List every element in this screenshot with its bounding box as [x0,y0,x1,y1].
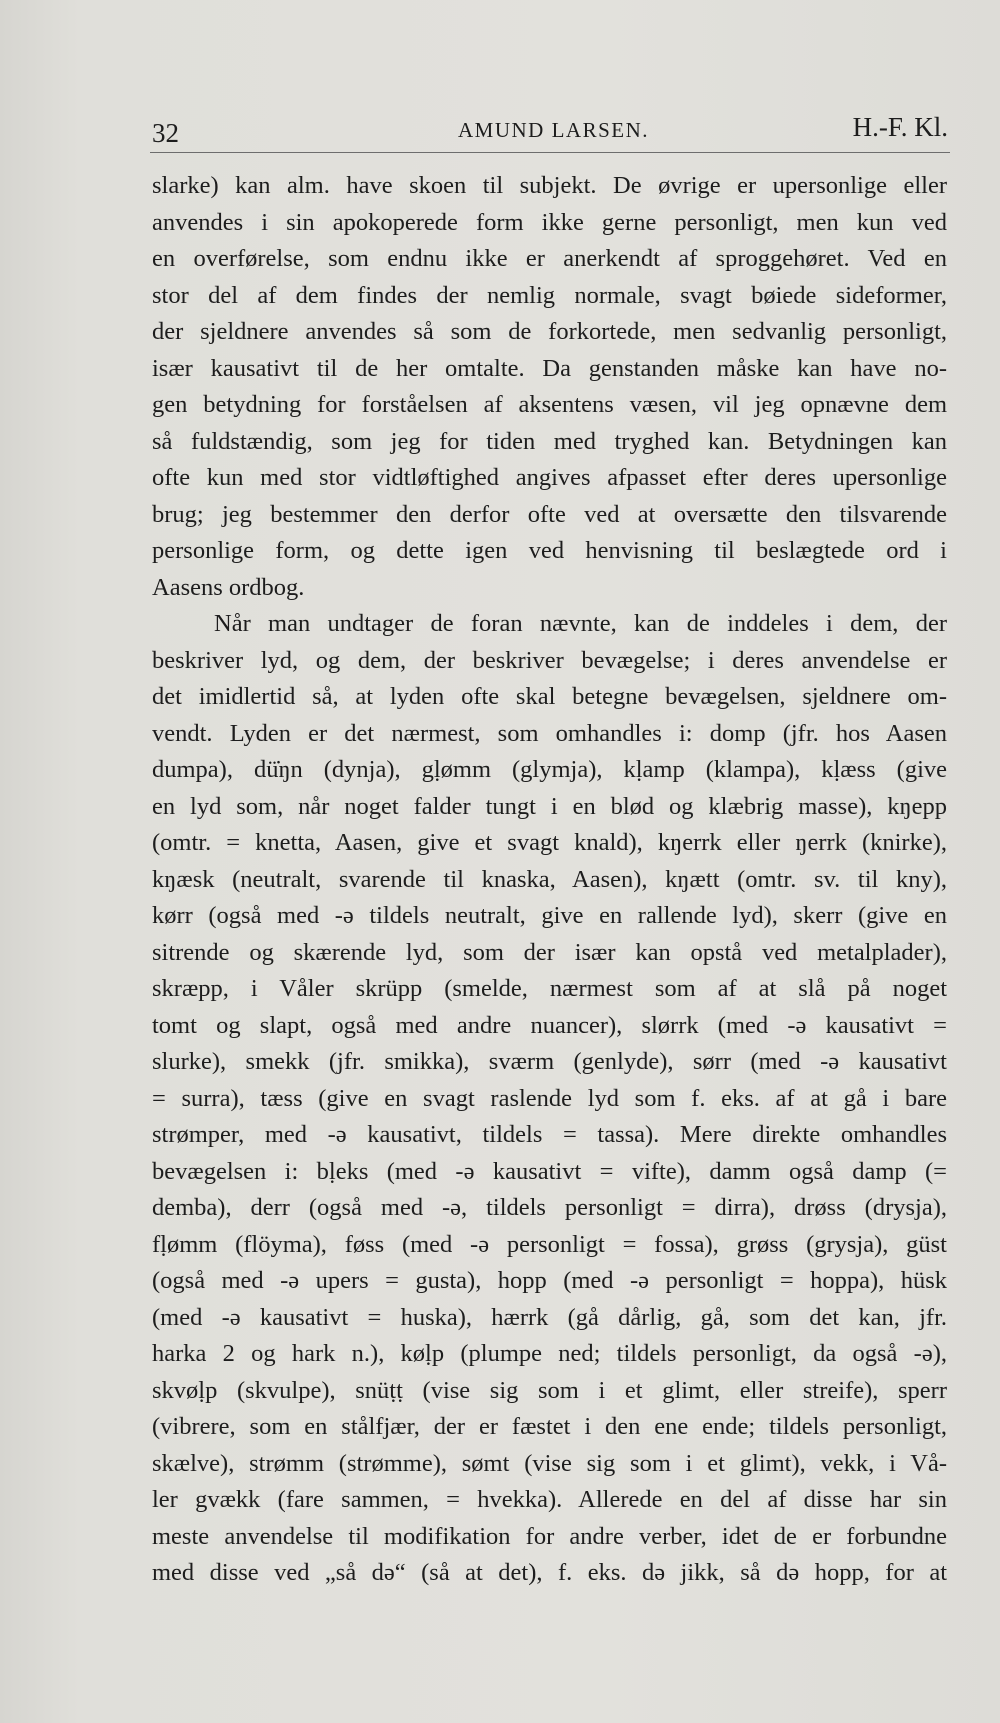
text-line: sitrende og skærende lyd, som der især kan opstå ved metalplader), [152,938,947,966]
text-line: slarke) kan alm. have skoen til subjekt. De øvrige er upersonlige eller [152,172,947,199]
text-line: demba), derr (også med -ə, tildels personligt = dirra), drøss (drysja), [152,1194,947,1221]
text-line: beskriver lyd, og dem, der beskriver bevægelse; i deres anvendelse er [152,646,947,674]
text-line: (også med -ə upers = gusta), hopp (med -ə personligt = hoppa), hüsk [152,1267,947,1294]
text-line: slurke), smekk (jfr. smikka), sværm (genlyde), sørr (med -ə kausativt [152,1048,947,1075]
text-line: en lyd som, når noget falder tungt i en blød og klæbrig masse), kŋepp [152,792,947,820]
text-line: skælve), strømm (strømme), sømt (vise sig som i et glimt), vekk, i Vå- [152,1449,947,1477]
text-line: tomt og slapt, også med andre nuancer), slørrk (med -ə kausativt = [152,1011,947,1039]
text-line: Aasens ordbog. [152,573,305,601]
text-line: (omtr. = knetta, Aasen, give et svagt knald), kŋerrk eller ŋerrk (knirke), [152,829,947,856]
text-line: med disse ved „så də“ (så at det), f. eks. də jikk, så də hopp, for at [152,1559,947,1586]
text-line: gen betydning for forståelsen af aksentens væsen, vil jeg opnævne dem [152,391,947,418]
text-line: vendt. Lyden er det nærmest, som omhandles i: domp (jfr. hos Aasen [152,719,947,747]
text-line: skræpp, i Våler skrüpp (smelde, nærmest som af at slå på noget [152,975,947,1002]
text-line: skvøḷp (skvulpe), snüṭṭ (vise sig som i et glimt, eller streife), sperr [152,1376,947,1404]
body-text [152,168,947,1592]
text-line: der sjeldnere anvendes så som de forkortede, men sedvanlig personligt, [152,318,947,345]
text-line: (med -ə kausativt = huska), hærrk (gå dårlig, gå, som det kan, jfr. [152,1303,947,1331]
text-line: Når man undtager de foran nævnte, kan de inddeles i dem, der [214,610,947,637]
text-line: = surra), tæss (give en svagt raslende lyd som f. eks. af at gå i bare [152,1084,947,1112]
running-title: AMUND LARSEN. [458,118,650,142]
text-line: kŋæsk (neutralt, svarende til knaska, Aasen), kŋætt (omtr. sv. til kny), [152,865,947,893]
text-line: (vibrere, som en stålfjær, der er fæstet i den ene ende; tildels personligt, [152,1413,947,1440]
text-line: bevægelsen i: bḷeks (med -ə kausativt = vifte), damm også damp (= [152,1157,947,1185]
section-mark: H.-F. Kl. [852,112,948,142]
text-line: så fuldstændig, som jeg for tiden med tryghed kan. Betydningen kan [152,427,947,455]
text-line: ler gvækk (fare sammen, = hvekka). Allerede en del af disse har sin [152,1486,947,1513]
text-line: det imidlertid så, at lyden ofte skal betegne bevægelsen, sjeldnere om- [152,683,947,710]
page-number: 32 [152,118,179,148]
text-line: fḷømm (flöyma), føss (med -ə personligt = fossa), grøss (grysja), güst [152,1230,947,1258]
text-line: dumpa), dü̇ŋn (dynja), gḷømm (glymja), kḷamp (klampa), kḷæss (give [152,756,947,783]
text-line: anvendes i sin apokoperede form ikke gerne personligt, men kun ved [152,208,947,236]
text-line: kørr (også med -ə tildels neutralt, give en rallende lyd), skerr (give en [152,902,947,929]
text-line: harka 2 og hark n.), køḷp (plumpe ned; tildels personligt, da også -ə), [152,1340,947,1367]
text-line: meste anvendelse til modifikation for andre verber, idet de er forbundne [152,1522,947,1550]
text-line: en overførelse, som endnu ikke er anerkendt af sproggehøret. Ved en [152,245,947,272]
text-line: personlige form, og dette igen ved henvisning til beslægtede ord i [152,537,947,564]
text-line: brug; jeg bestemmer den derfor ofte ved at oversætte den tilsvarende [152,500,947,528]
text-line: ofte kun med stor vidtløftighed angives afpasset efter deres upersonlige [152,464,947,491]
text-line: stor del af dem findes der nemlig normale, svagt bøiede sideformer, [152,281,947,309]
header-rule [150,152,950,153]
page-header [152,110,948,150]
text-line: strømper, med -ə kausativt, tildels = tassa). Mere direkte omhandles [152,1121,947,1148]
text-line: især kausativt til de her omtalte. Da genstanden måske kan have no- [152,354,947,382]
